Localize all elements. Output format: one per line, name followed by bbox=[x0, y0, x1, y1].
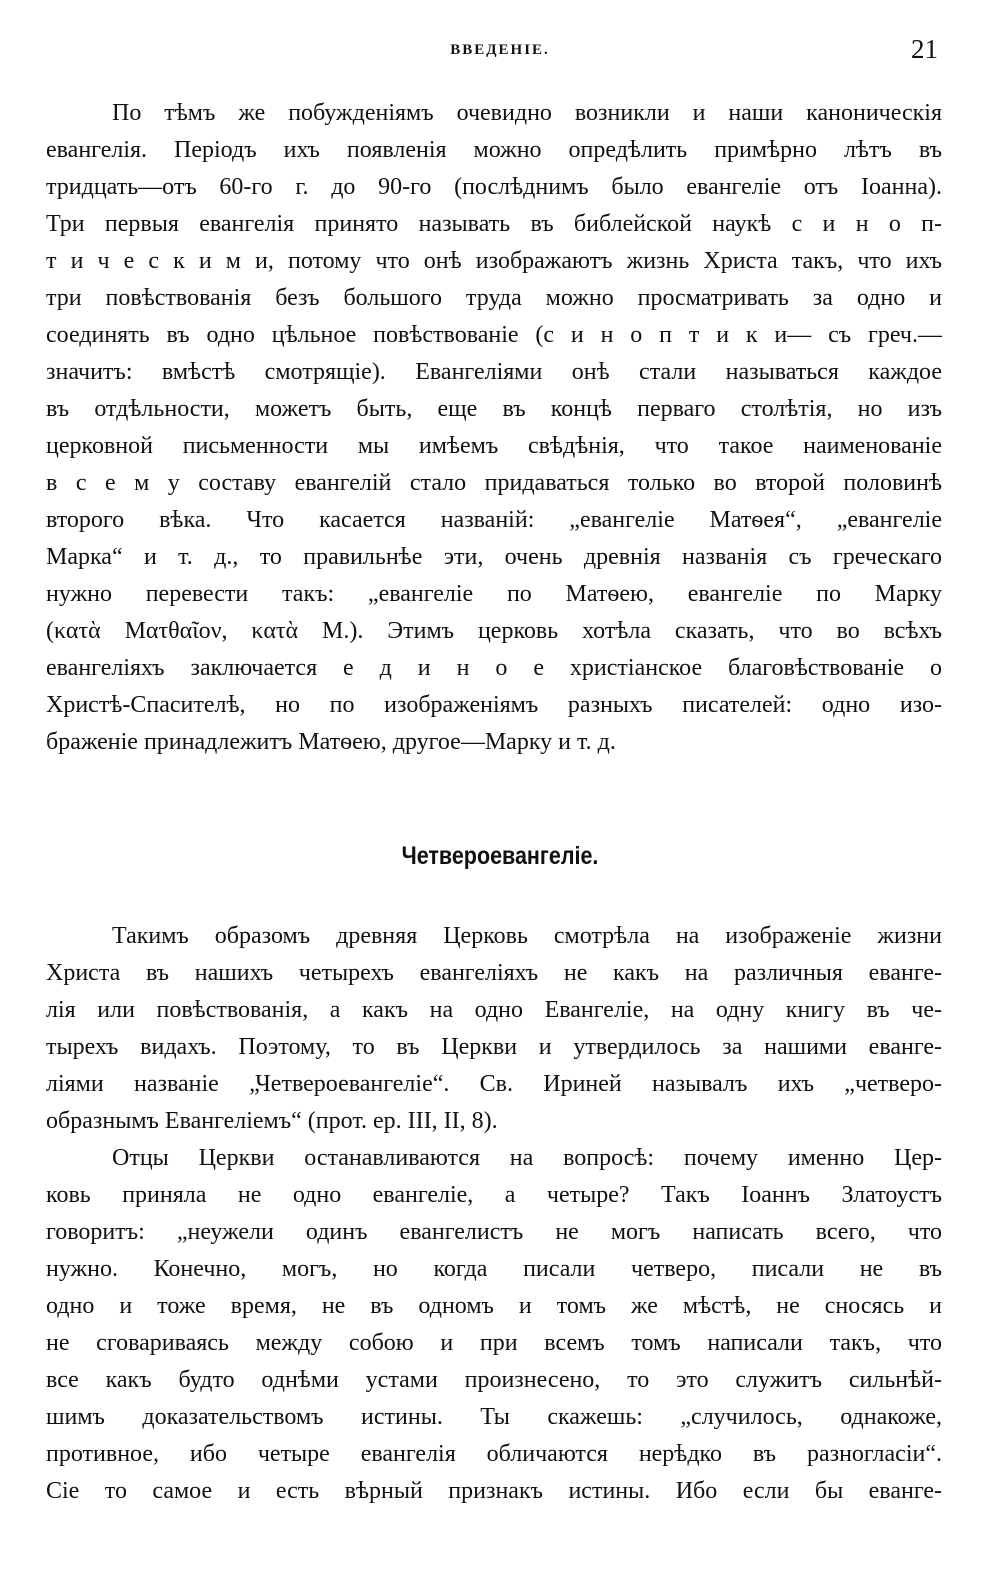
text-line: Отцы Церкви останавливаются на вопросѣ: почему именно Цер- bbox=[112, 1145, 942, 1171]
running-head bbox=[0, 34, 1000, 84]
text-line: все какъ будто однѣми устами произнесено, то это служитъ сильнѣй- bbox=[46, 1367, 942, 1393]
text-line: не сговариваясь между собою и при всемъ томъ написали такъ, что bbox=[46, 1330, 942, 1356]
text-line: браженіе принадлежитъ Матѳею, другое—Марку и т. д. bbox=[46, 729, 616, 755]
text-line: Сіе то самое и есть вѣрный признакъ истины. Ибо если бы еванге- bbox=[46, 1478, 942, 1504]
text-line: в с е м у составу евангелій стало придаваться только во второй половинѣ bbox=[46, 470, 942, 496]
paragraph-intro bbox=[46, 95, 942, 761]
text-line: говоритъ: „неужели одинъ евангелистъ не могъ написать всего, что bbox=[46, 1219, 942, 1245]
paragraph-tetraevangelion bbox=[46, 918, 942, 1140]
text-line: По тѣмъ же побужденіямъ очевидно возникли и наши каноническія bbox=[112, 100, 942, 126]
text-line: второго вѣка. Что касается названій: „евангеліе Матѳея“, „евангеліе bbox=[46, 507, 942, 533]
text-line: три повѣствованія безъ большого труда можно просматривать за одно и bbox=[46, 285, 942, 311]
text-line: нужно перевести такъ: „евангеліе по Матѳею, евангеліе по Марку bbox=[46, 581, 942, 607]
text-line: церковной письменности мы имѣемъ свѣдѣнія, что такое наименованіе bbox=[46, 433, 942, 459]
text-line: шимъ доказательствомъ истины. Ты скажешь: „случилось, однакоже, bbox=[46, 1404, 942, 1430]
page-number: 21 bbox=[911, 34, 938, 64]
text-line: евангелія. Періодъ ихъ появленія можно опредѣлить примѣрно лѣтъ въ bbox=[46, 137, 942, 163]
text-line: Такимъ образомъ древняя Церковь смотрѣла на изображеніе жизни bbox=[112, 923, 942, 949]
text-line: Христа въ нашихъ четырехъ евангеліяхъ не какъ на различныя еванге- bbox=[46, 960, 942, 986]
text-line: (κατὰ Ματθαῖον, κατὰ Μ.). Этимъ церковь хотѣла сказать, что во всѣхъ bbox=[46, 618, 942, 644]
text-line: нужно. Конечно, могъ, но когда писали четверо, писали не въ bbox=[46, 1256, 942, 1282]
text-line: тырехъ видахъ. Поэтому, то въ Церкви и утвердилось за нашими еванге- bbox=[46, 1034, 942, 1060]
text-line: лія или повѣствованія, а какъ на одно Евангеліе, на одну книгу въ че- bbox=[46, 997, 942, 1023]
text-line: евангеліяхъ заключается е д и н о е христіанское благовѣствованіе о bbox=[46, 655, 942, 681]
running-title: ВВЕДЕНІЕ. bbox=[450, 42, 550, 58]
text-line: въ отдѣльности, можетъ быть, еще въ концѣ перваго столѣтія, но изъ bbox=[46, 396, 942, 422]
paragraph-church-fathers bbox=[46, 1140, 942, 1510]
text-line: т и ч е с к и м и, потому что онѣ изображаютъ жизнь Христа такъ, что ихъ bbox=[46, 248, 942, 274]
text-line: ковь приняла не одно евангеліе, а четыре? Такъ Іоаннъ Златоустъ bbox=[46, 1182, 942, 1208]
text-line: значитъ: вмѣстѣ смотрящіе). Евангеліями онѣ стали называться каждое bbox=[46, 359, 942, 385]
text-line: Три первыя евангелія принято называть въ библейской наукѣ с и н о п- bbox=[46, 211, 942, 237]
text-line: тридцать—отъ 60-го г. до 90-го (послѣднимъ было евангеліе отъ Іоанна). bbox=[46, 174, 942, 200]
text-line: Христѣ-Спасителѣ, но по изображеніямъ разныхъ писателей: одно изо- bbox=[46, 692, 942, 718]
text-line: Марка“ и т. д., то правильнѣе эти, очень древнія названія съ греческаго bbox=[46, 544, 942, 570]
text-line: одно и тоже время, не въ одномъ и томъ же мѣстѣ, не сносясь и bbox=[46, 1293, 942, 1319]
section-heading: Четвероевангеліе. bbox=[401, 842, 599, 870]
text-line: соединять въ одно цѣльное повѣствованіе (с и н о п т и к и— съ греч.— bbox=[46, 322, 942, 348]
text-line: образнымъ Евангеліемъ“ (прот. ер. III, II, 8). bbox=[46, 1108, 498, 1134]
text-line: ліями названіе „Четвероевангеліе“. Св. Ириней называлъ ихъ „четверо- bbox=[46, 1071, 942, 1097]
text-line: противное, ибо четыре евангелія обличаются нерѣдко въ разногласіи“. bbox=[46, 1441, 942, 1467]
